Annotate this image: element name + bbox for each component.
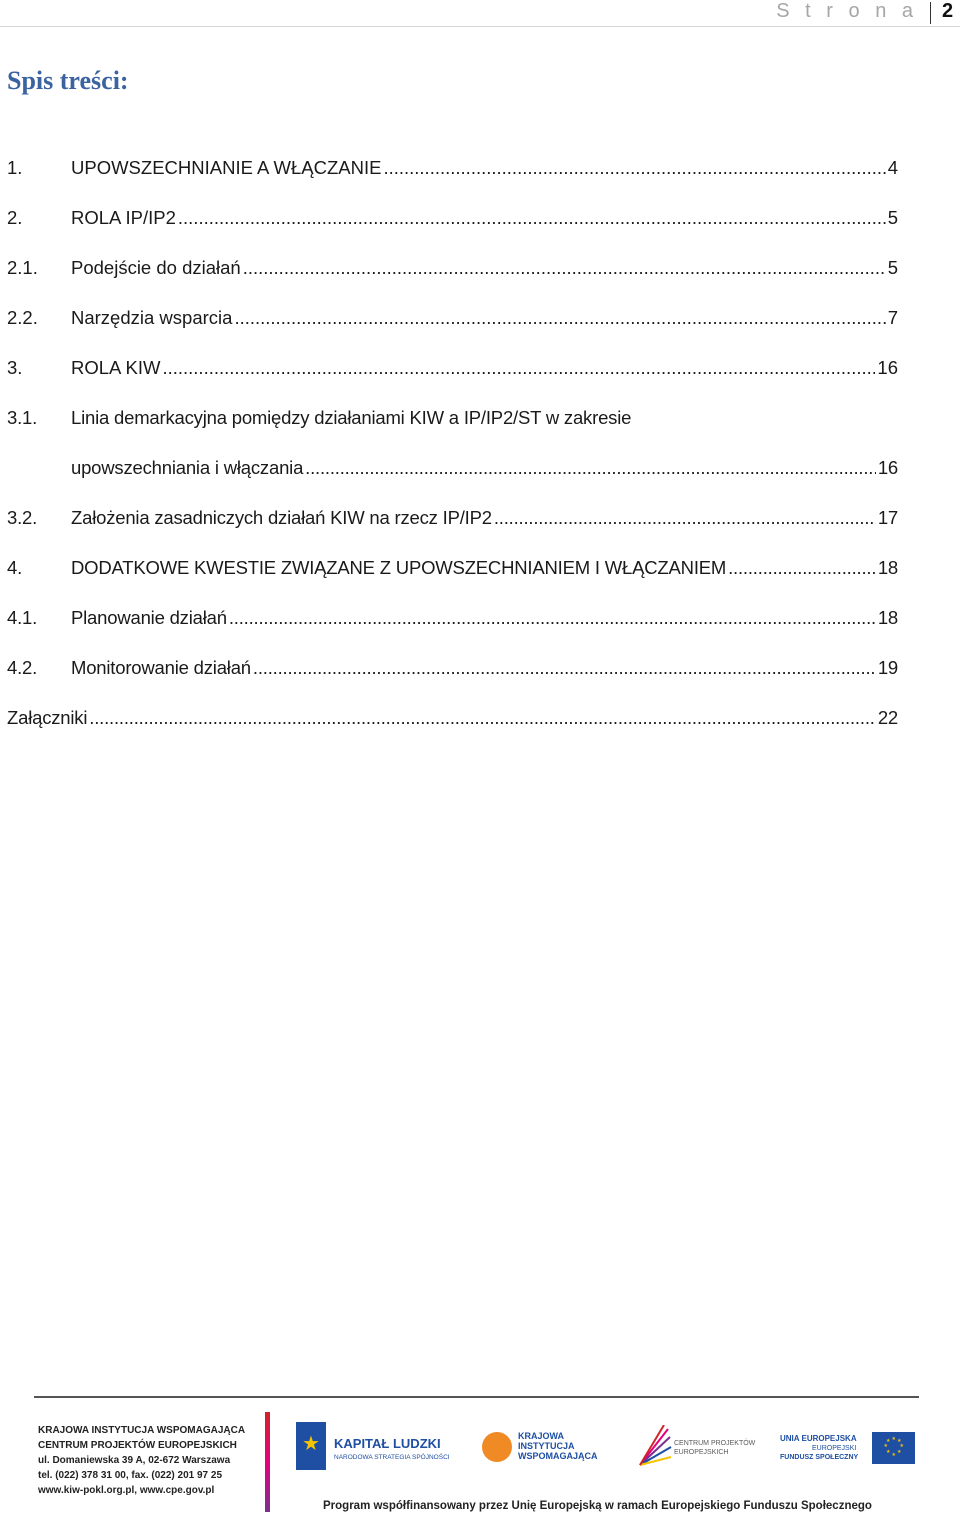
header-separator — [930, 2, 931, 24]
table-of-contents — [7, 152, 898, 752]
kiw-mark-icon — [482, 1432, 512, 1462]
toc-entry-body — [71, 152, 898, 184]
toc-entry-page: 22 — [877, 707, 898, 728]
footer-address-line: www.kiw-pokl.org.pl, www.cpe.gov.pl — [38, 1485, 215, 1496]
svg-text:★: ★ — [886, 1438, 891, 1444]
eu-flag-icon — [872, 1432, 915, 1464]
toc-entry-page: 4 — [887, 157, 898, 178]
toc-leader-dots — [234, 302, 885, 334]
toc-entry-number: 2.2. — [7, 307, 38, 328]
toc-entry-number: 3. — [7, 357, 23, 378]
kiw-logo — [482, 1430, 602, 1470]
toc-entry-page: 17 — [877, 507, 898, 528]
toc-entry-text: Linia demarkacyjna pomiędzy działaniami KIW a IP/IP2/ST w zakresie — [71, 407, 632, 428]
toc-entry[interactable] — [7, 702, 898, 752]
toc-entry-text: ROLA IP/IP2 — [71, 207, 176, 228]
toc-entry[interactable] — [7, 502, 898, 552]
toc-entry-page: 16 — [877, 357, 898, 378]
toc-entry[interactable] — [7, 652, 898, 702]
toc-title: Spis treści: — [7, 66, 129, 95]
toc-entry[interactable] — [7, 452, 898, 502]
toc-leader-dots — [178, 202, 886, 234]
toc-entry[interactable] — [7, 252, 898, 302]
toc-entry-text: upowszechniania i włączania — [71, 457, 304, 478]
svg-text:★: ★ — [883, 1443, 888, 1449]
svg-text:★: ★ — [886, 1449, 891, 1455]
eu-line-3: FUNDUSZ SPOŁECZNY — [780, 1454, 859, 1461]
toc-entry-text: Monitorowanie działań — [71, 657, 251, 678]
footer-address-line: KRAJOWA INSTYTUCJA WSPOMAGAJĄCA — [38, 1425, 246, 1436]
toc-leader-dots — [229, 602, 876, 634]
toc-entry-text: Narzędzia wsparcia — [71, 307, 233, 328]
toc-entry-body — [71, 652, 898, 684]
toc-entry-page: 18 — [877, 607, 898, 628]
toc-leader-dots — [728, 552, 876, 584]
cpe-fan-icon — [638, 1425, 672, 1469]
toc-entry-number: 4. — [7, 557, 23, 578]
toc-entry[interactable] — [7, 402, 898, 452]
toc-entry-body — [71, 302, 898, 334]
toc-entry[interactable] — [7, 152, 898, 202]
footer-rule — [34, 1396, 919, 1398]
toc-entry-text: Załączniki — [7, 707, 88, 728]
toc-entry-number: 1. — [7, 157, 23, 178]
page-header — [0, 0, 960, 27]
kapital-ludzki-subtitle: NARODOWA STRATEGIA SPÓJNOŚCI — [334, 1454, 450, 1461]
toc-entry[interactable] — [7, 202, 898, 252]
header-rule — [0, 26, 960, 27]
toc-entry-page: 16 — [877, 457, 898, 478]
toc-entry-page: 7 — [887, 307, 898, 328]
kapital-ludzki-title: KAPITAŁ LUDZKI — [334, 1436, 441, 1451]
toc-entry-text: Planowanie działań — [71, 607, 227, 628]
toc-leader-dots — [253, 652, 876, 684]
toc-entry-number: 2.1. — [7, 257, 38, 278]
toc-entry-number: 4.2. — [7, 657, 38, 678]
svg-text:★: ★ — [891, 1436, 896, 1442]
toc-entry-number: 3.1. — [7, 407, 38, 428]
toc-entry-text: DODATKOWE KWESTIE ZWIĄZANE Z UPOWSZECHNIANIEM I WŁĄCZANIEM — [71, 557, 727, 578]
toc-entry[interactable] — [7, 552, 898, 602]
cpe-logo — [638, 1425, 758, 1470]
svg-text:★: ★ — [891, 1452, 896, 1458]
toc-entry-page: 5 — [887, 257, 898, 278]
toc-entry[interactable] — [7, 352, 898, 402]
footer-color-bar — [265, 1412, 270, 1512]
footer-address-line: tel. (022) 378 31 00, fax. (022) 201 97 25 — [38, 1470, 223, 1481]
toc-leader-dots — [89, 702, 876, 734]
svg-text:★: ★ — [899, 1443, 904, 1449]
toc-entry-page: 18 — [877, 557, 898, 578]
toc-entry-body — [71, 452, 898, 484]
toc-entry-body — [71, 252, 898, 284]
header-page-number: 2 — [942, 0, 954, 22]
footer-address-block — [38, 1423, 245, 1498]
toc-entry[interactable] — [7, 602, 898, 652]
toc-entry-body — [71, 352, 898, 384]
svg-text:★: ★ — [897, 1438, 902, 1444]
kiw-logo-text: KRAJOWA INSTYTUCJA WSPOMAGAJĄCA — [518, 1431, 598, 1461]
eu-logo — [780, 1432, 915, 1472]
toc-entry-number: 2. — [7, 207, 23, 228]
toc-entry-page: 5 — [887, 207, 898, 228]
toc-entry-text: Podejście do działań — [71, 257, 241, 278]
toc-entry-body — [71, 602, 898, 634]
svg-text:★: ★ — [897, 1449, 902, 1455]
star-icon: ★ — [302, 1433, 320, 1455]
kapital-ludzki-logo — [296, 1422, 450, 1472]
header-word: S t r o n a — [776, 0, 918, 22]
toc-entry-text: ROLA KIW — [71, 357, 161, 378]
toc-entry-text: UPOWSZECHNIANIE A WŁĄCZANIE — [71, 157, 382, 178]
toc-entry-number: 3.2. — [7, 507, 38, 528]
toc-entry[interactable] — [7, 302, 898, 352]
eu-line-1: UNIA EUROPEJSKA — [780, 1434, 857, 1443]
toc-leader-dots — [494, 502, 876, 534]
footer-address-line: ul. Domaniewska 39 A, 02-672 Warszawa — [38, 1455, 231, 1466]
toc-leader-dots — [305, 452, 876, 484]
program-footnote: Program współfinansowany przez Unię Europejską w ramach Europejskiego Funduszu Społecznego — [323, 1500, 872, 1512]
toc-entry-body — [7, 702, 898, 734]
toc-entry-text: Założenia zasadniczych działań KIW na rzecz IP/IP2 — [71, 507, 492, 528]
toc-entry-number: 4.1. — [7, 607, 38, 628]
toc-entry-body — [71, 502, 898, 534]
toc-leader-dots — [162, 352, 875, 384]
toc-entry-page: 19 — [877, 657, 898, 678]
toc-entry-body — [71, 202, 898, 234]
eu-line-2: EUROPEJSKI — [812, 1445, 857, 1452]
toc-entry-body — [71, 552, 898, 584]
footer-address-line: CENTRUM PROJEKTÓW EUROPEJSKICH — [38, 1440, 237, 1451]
toc-leader-dots — [383, 152, 885, 184]
toc-leader-dots — [243, 252, 886, 284]
cpe-logo-text: CENTRUM PROJEKTÓW EUROPEJSKICH — [674, 1440, 756, 1456]
